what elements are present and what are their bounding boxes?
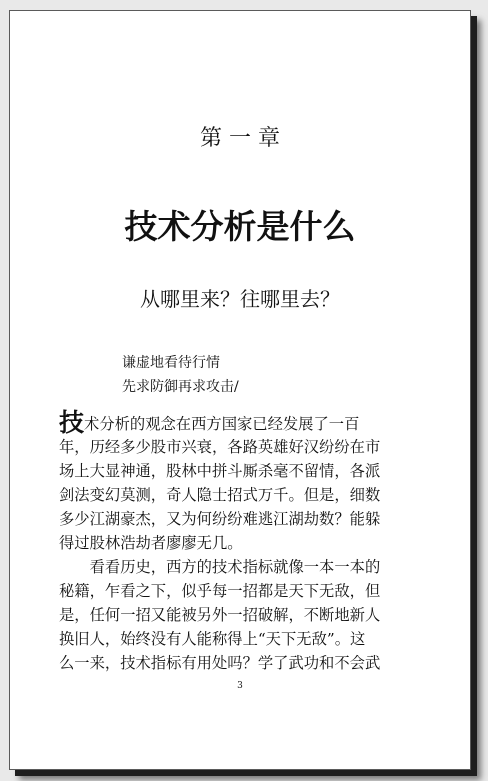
body-line: 多少江湖豪杰，又为何纷纷难逃江湖劫数？能躲 <box>59 510 381 528</box>
epigraph-line: 谦虚地看待行情 <box>122 355 220 371</box>
body-line: 换旧人，始终没有人能称得上“天下无敌”。这 <box>59 630 366 648</box>
body-line-text: 术分析的观念在西方国家已经发展了一百 <box>84 415 360 433</box>
chapter-label: 第 一 章 <box>200 126 280 151</box>
page-number: 3 <box>237 681 243 691</box>
epigraph <box>122 351 239 399</box>
body-line: 得过股林浩劫者廖廖无几。 <box>59 534 243 552</box>
book-page <box>9 10 471 770</box>
body-line: 么一来，技术指标有用处吗？学了武功和不会武 <box>59 654 381 672</box>
chapter-title: 技术分析是什么 <box>124 207 356 246</box>
body-line: 看看历史，西方的技术指标就像一本一本的 <box>59 558 381 576</box>
epigraph-line: 先求防御再求攻击/ <box>122 379 239 395</box>
drop-cap: 技 <box>59 408 85 437</box>
body-text <box>59 408 431 675</box>
body-line: 是，任何一招又能被另外一招破解，不断地新人 <box>59 606 381 624</box>
body-line: 秘籍，乍看之下，似乎每一招都是天下无敌，但 <box>59 582 381 600</box>
chapter-subtitle: 从哪里来？往哪里去？ <box>140 287 340 311</box>
body-line <box>59 408 431 437</box>
body-line: 年，历经多少股市兴衰，各路英雄好汉纷纷在市 <box>59 438 381 456</box>
body-line: 场上大显神通，股林中拼斗厮杀毫不留情，各派 <box>59 462 381 480</box>
body-line: 剑法变幻莫测，奇人隐士招式万千。但是，细数 <box>59 486 381 504</box>
